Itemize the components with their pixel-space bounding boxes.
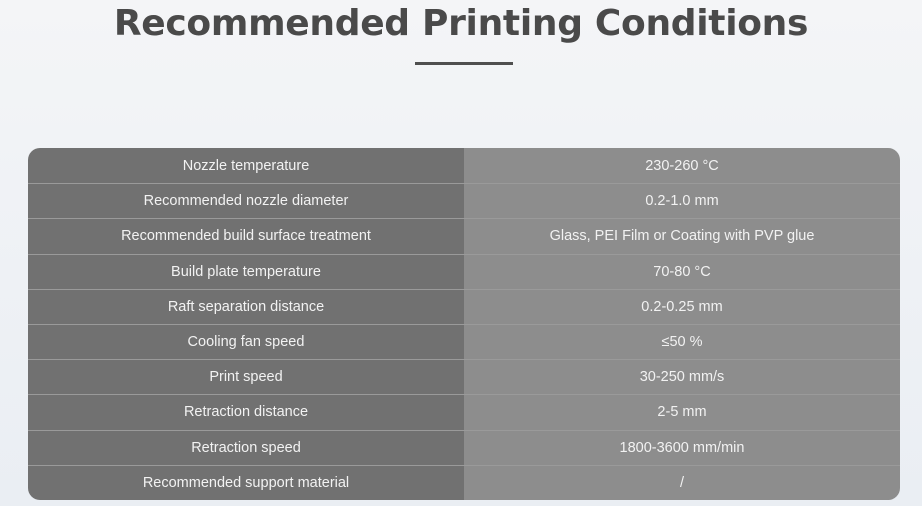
table-row [28,324,900,359]
title-underline [415,62,513,65]
table-row [28,218,900,253]
row-label: Recommended support material [28,465,464,500]
printing-conditions-table [28,148,900,500]
row-value: 230-260 °C [464,148,900,183]
table-row [28,289,900,324]
row-label: Nozzle temperature [28,148,464,183]
table-row [28,359,900,394]
row-label: Raft separation distance [28,289,464,324]
page-title: Recommended Printing Conditions [113,3,809,44]
row-value: 0.2-1.0 mm [464,183,900,218]
row-value: 70-80 °C [464,254,900,289]
row-label: Recommended build surface treatment [28,218,464,253]
row-value: 30-250 mm/s [464,359,900,394]
row-label: Cooling fan speed [28,324,464,359]
row-label: Build plate temperature [28,254,464,289]
table-row [28,183,900,218]
row-value: 1800-3600 mm/min [464,430,900,465]
row-value: / [464,465,900,500]
table-row [28,430,900,465]
row-label: Print speed [28,359,464,394]
table-row [28,254,900,289]
table-row [28,465,900,500]
row-value: 0.2-0.25 mm [464,289,900,324]
row-value: Glass, PEI Film or Coating with PVP glue [464,218,900,253]
row-label: Retraction distance [28,394,464,429]
row-value: 2-5 mm [464,394,900,429]
table-row [28,148,900,183]
row-value: ≤50 % [464,324,900,359]
row-label: Recommended nozzle diameter [28,183,464,218]
table-row [28,394,900,429]
row-label: Retraction speed [28,430,464,465]
